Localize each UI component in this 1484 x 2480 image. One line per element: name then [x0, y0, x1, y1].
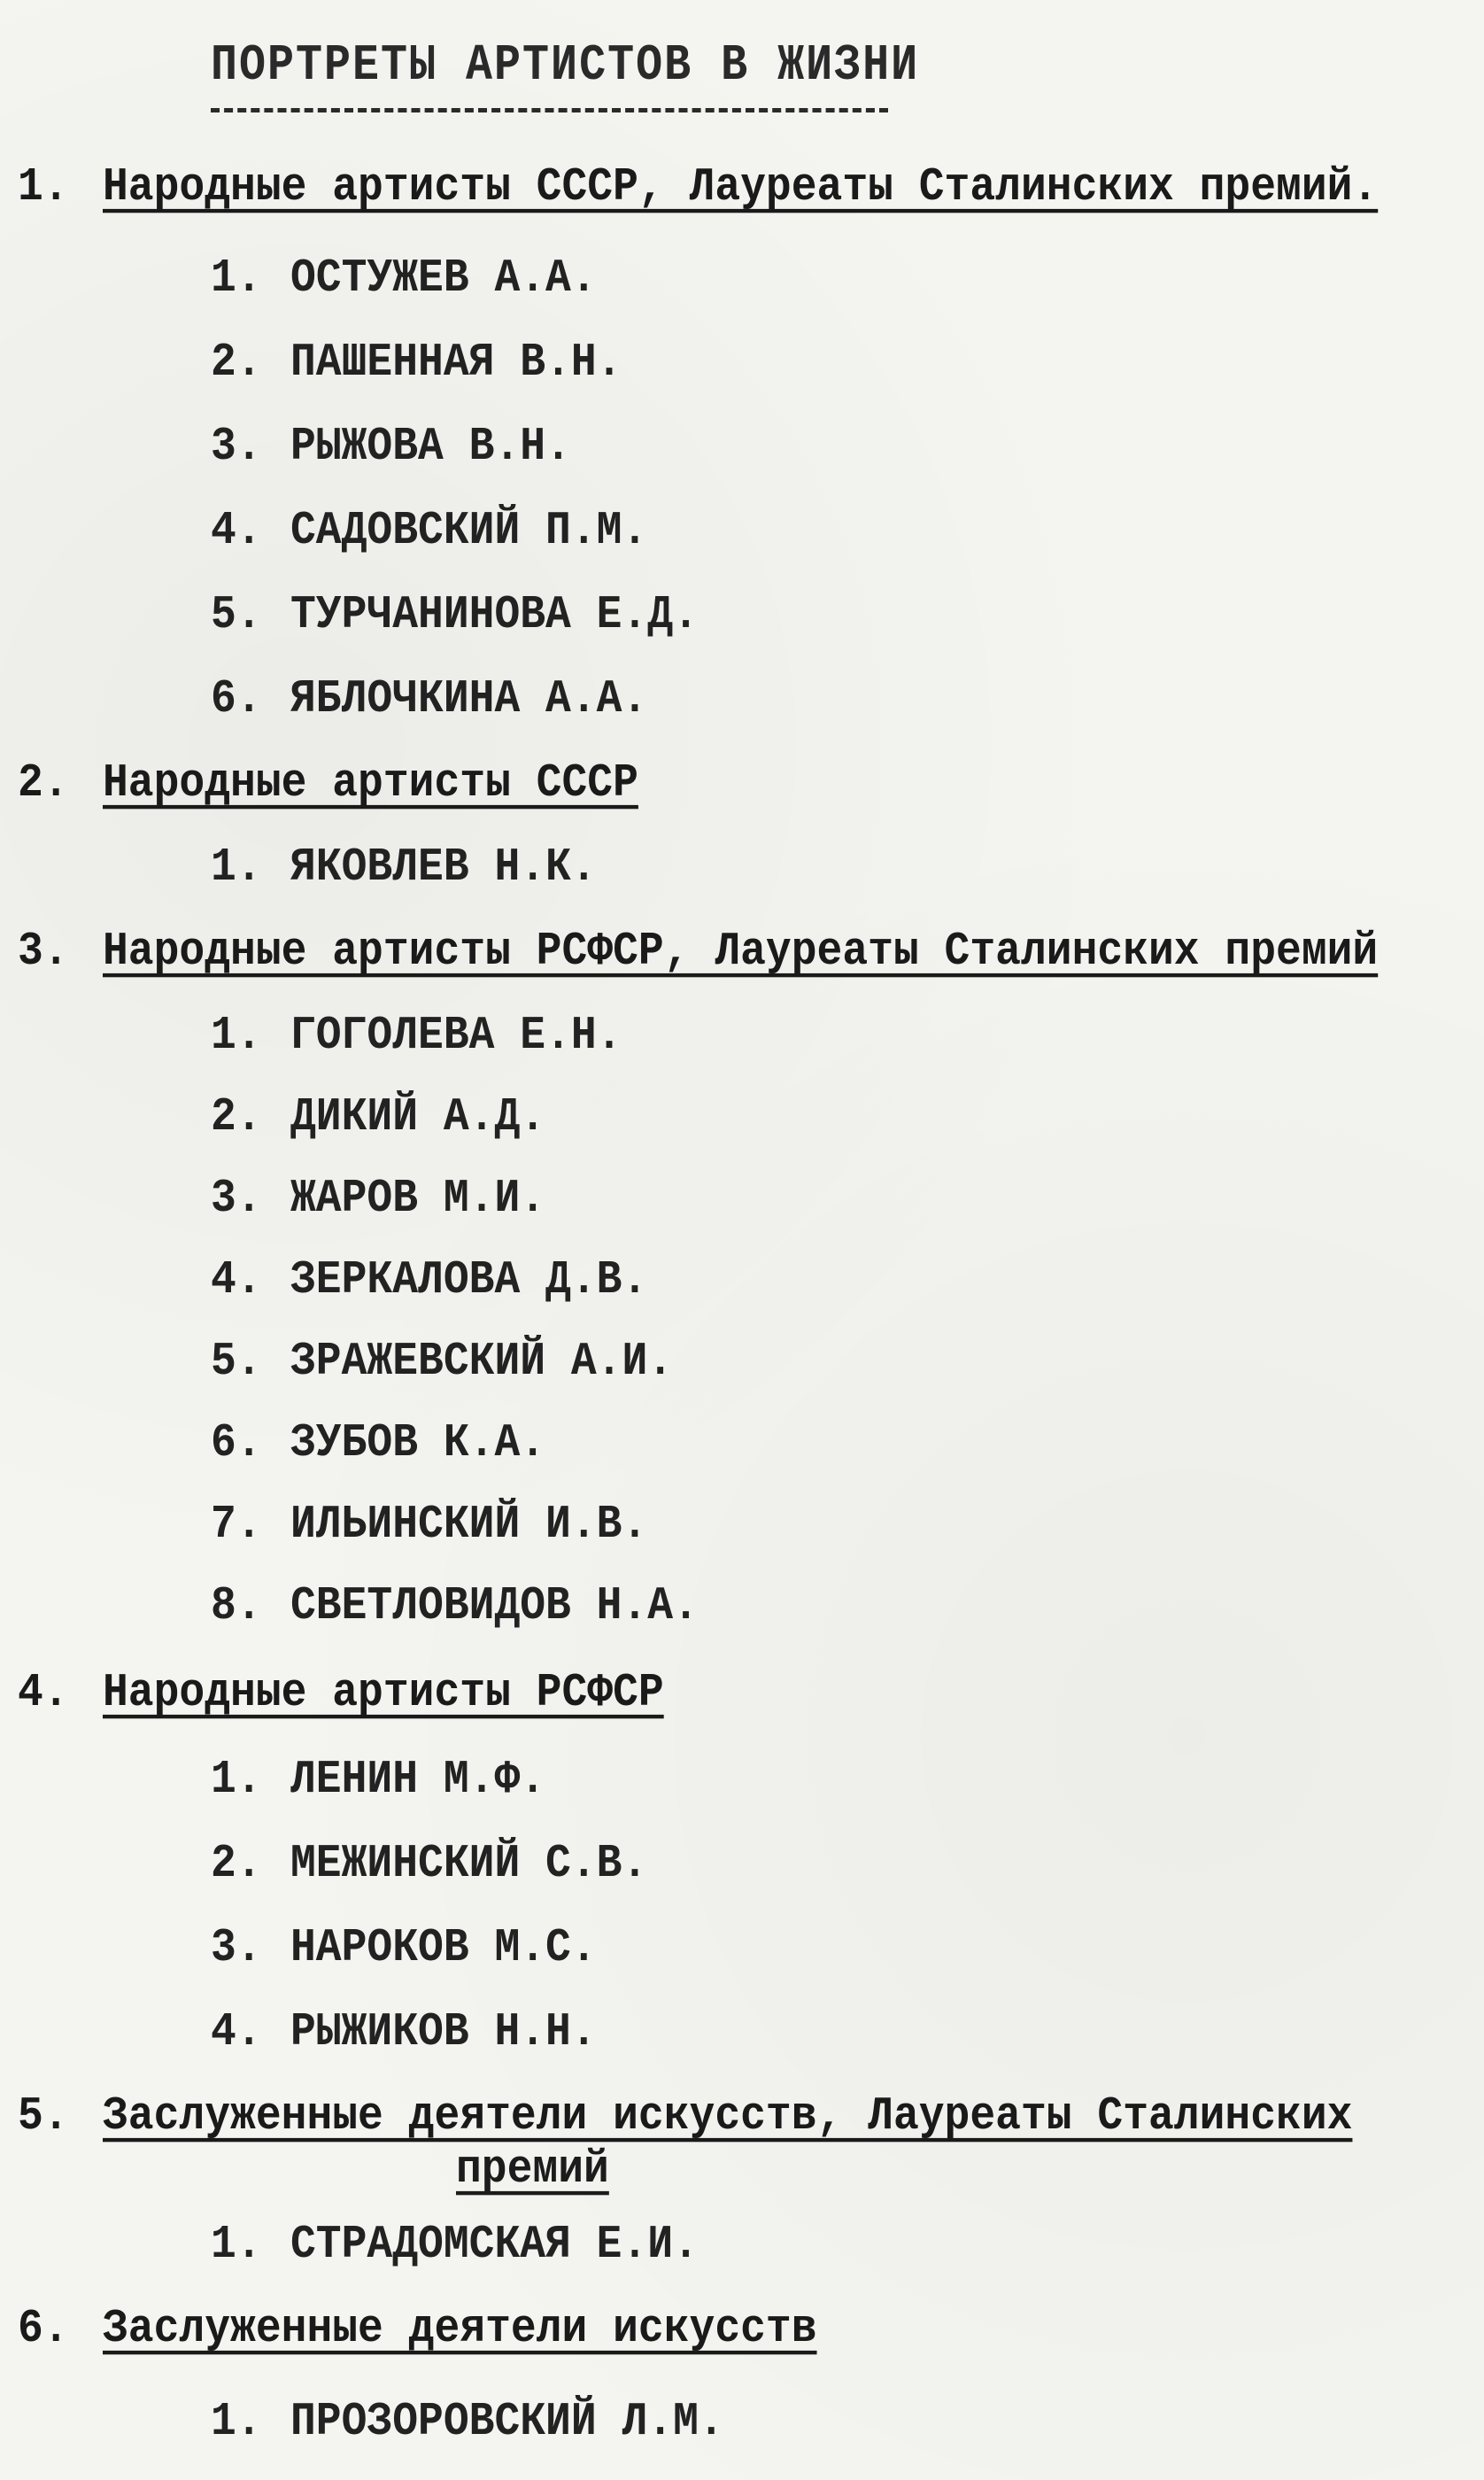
item-number: 2.: [211, 1091, 262, 1144]
item-name: ЯБЛОЧКИНА А.А.: [290, 673, 648, 726]
list-item: [211, 2396, 724, 2448]
list-item: [211, 421, 571, 473]
item-number: 5.: [211, 1336, 262, 1389]
item-name: ТУРЧАНИНОВА Е.Д.: [290, 589, 699, 642]
item-number: 3.: [211, 1173, 262, 1226]
list-item: [211, 1754, 545, 1806]
item-name: ЛЕНИН М.Ф.: [290, 1754, 546, 1807]
list-item: [211, 1580, 699, 1632]
item-number: 1.: [211, 1754, 262, 1807]
section-number: 1.: [18, 161, 69, 214]
section-title: Заслуженные деятели искусств: [103, 2303, 817, 2356]
list-item: [211, 1336, 673, 1388]
item-name: ИЛЬИНСКИЙ И.В.: [290, 1499, 648, 1552]
item-name: РЫЖОВА В.Н.: [290, 421, 571, 474]
section-number: 2.: [18, 757, 69, 810]
item-number: 4.: [211, 2006, 262, 2059]
item-number: 3.: [211, 421, 262, 474]
item-name: ЯКОВЛЕВ Н.К.: [290, 841, 597, 895]
section-number: 6.: [18, 2303, 69, 2356]
section-number: 3.: [18, 926, 69, 979]
item-name: ЗРАЖЕВСКИЙ А.И.: [290, 1336, 674, 1389]
item-number: 2.: [211, 337, 262, 390]
list-item: [211, 337, 622, 389]
item-name: ЖАРОВ М.И.: [290, 1173, 546, 1226]
item-name: ГОГОЛЕВА Е.Н.: [290, 1010, 622, 1063]
section-number: 4.: [18, 1667, 69, 1720]
list-item: [211, 1922, 597, 1974]
item-number: 6.: [211, 1417, 262, 1470]
item-number: 4.: [211, 1254, 262, 1307]
list-item: [211, 2219, 699, 2271]
item-number: 4.: [211, 505, 262, 558]
item-name: СТРАДОМСКАЯ Е.И.: [290, 2219, 699, 2272]
item-name: ПАШЕННАЯ В.Н.: [290, 337, 622, 390]
item-name: СВЕТЛОВИДОВ Н.А.: [290, 1580, 699, 1633]
list-item: [211, 505, 647, 557]
item-number: 1.: [211, 2219, 262, 2272]
item-name: ЗУБОВ К.А.: [290, 1417, 546, 1470]
section-heading-4: [18, 1667, 664, 1719]
item-name: РЫЖИКОВ Н.Н.: [290, 2006, 597, 2059]
list-item: [211, 1838, 647, 1890]
section-title: Народные артисты РСФСР, Лауреаты Сталинских премий: [103, 926, 1379, 979]
list-item: [211, 1010, 622, 1062]
item-name: МЕЖИНСКИЙ С.В.: [290, 1838, 648, 1891]
section-heading-3: [18, 926, 1378, 978]
list-item: [211, 1254, 647, 1306]
title-underline: [211, 108, 888, 112]
section-title: Народные артисты РСФСР: [103, 1667, 664, 1720]
item-name: НАРОКОВ М.С.: [290, 1922, 597, 1975]
list-item: [211, 2006, 597, 2058]
item-number: 1.: [211, 1010, 262, 1063]
item-number: 8.: [211, 1580, 262, 1633]
list-item: [211, 673, 647, 725]
list-item: [211, 1499, 647, 1551]
section-title: Заслуженные деятели искусств, Лауреаты Сталинских: [103, 2090, 1353, 2143]
list-item: [211, 252, 597, 305]
list-item: [211, 589, 699, 641]
section-number: 5.: [18, 2090, 69, 2143]
item-number: 2.: [211, 1838, 262, 1891]
item-name: ПРОЗОРОВСКИЙ Л.М.: [290, 2396, 724, 2449]
item-number: 1.: [211, 252, 262, 306]
item-name: ОСТУЖЕВ А.А.: [290, 252, 597, 306]
list-item: [211, 1091, 545, 1143]
item-number: 1.: [211, 841, 262, 895]
list-item: [211, 1173, 545, 1225]
item-name: САДОВСКИЙ П.М.: [290, 505, 648, 558]
section-heading-1: [18, 161, 1378, 213]
list-item: [211, 841, 597, 894]
item-name: ЗЕРКАЛОВА Д.В.: [290, 1254, 648, 1307]
item-number: 3.: [211, 1922, 262, 1975]
section-title-continuation: премий: [456, 2143, 609, 2197]
section-heading-6: [18, 2303, 817, 2355]
item-name: ДИКИЙ А.Д.: [290, 1091, 546, 1144]
section-title: Народные артисты СССР, Лауреаты Сталинских премий.: [103, 161, 1379, 214]
item-number: 1.: [211, 2396, 262, 2449]
section-heading-2: [18, 757, 638, 810]
item-number: 7.: [211, 1499, 262, 1552]
item-number: 5.: [211, 589, 262, 642]
item-number: 6.: [211, 673, 262, 726]
section-title: Народные артисты СССР: [103, 757, 638, 810]
document-title: ПОРТРЕТЫ АРТИСТОВ В ЖИЗНИ: [211, 37, 920, 96]
list-item: [211, 1417, 545, 1469]
section-heading-5: [18, 2090, 1352, 2143]
